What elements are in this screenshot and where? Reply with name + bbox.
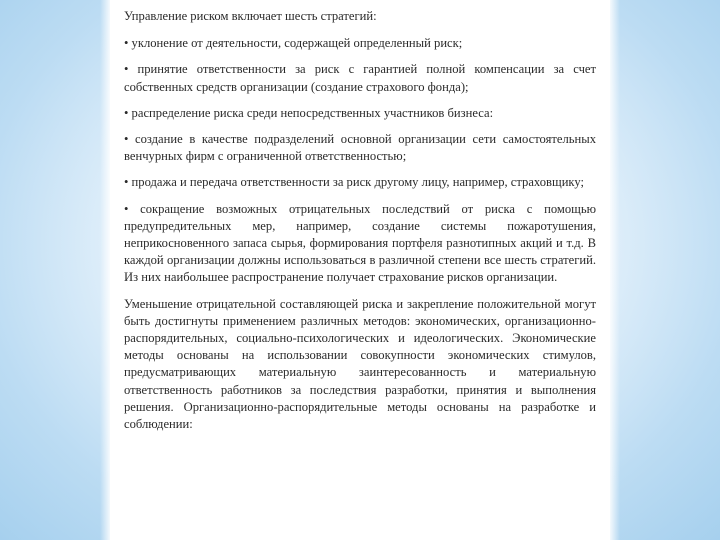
- strategy-acceptance: • принятие ответственности за риск с гарантией полной компенсации за счет собственных средств организации (создание страхового фонда);: [124, 62, 596, 94]
- strategy-venture-network: • создание в качестве подразделений основной организации сети самостоятельных венчурных фирм с ограниченной ответственностью;: [124, 132, 596, 164]
- risk-reduction-methods: Уменьшение отрицательной составляющей риска и закрепление положительной могут быть достигнуты применением различных методов: экономических, организационно-распорядительных, социально-психологических и идеологических. Экономические методы основаны на использовании совокупности экономических стимулов, предусматривающих материальную заинтересованность и материальную ответственность работников за последствия разработки, принятия и выполнения решения. Организационно-распорядительные методы основаны на разработке и соблюдении:: [124, 296, 596, 432]
- strategy-avoidance: • уклонение от деятельности, содержащей определенный риск;: [124, 36, 463, 51]
- strategy-transfer: • продажа и передача ответственности за риск другому лицу, например, страховщику;: [124, 175, 585, 190]
- document-text: [124, 8, 596, 433]
- strategy-reduction: • сокращение возможных отрицательных последствий от риска с помощью предупредительных мер, например, создание системы пожаротушения, неприкосновенного запаса сырья, формирования портфеля разнотипных акций и т.д. В каждой организации должны использоваться в различной степени все шесть стратегий. Из них наибольшее распространение получает страхование рисков организации.: [124, 201, 596, 285]
- paper-shade-right: [610, 0, 620, 540]
- intro-line: Управление риском включает шесть стратегий:: [124, 9, 377, 23]
- paper-shade-left: [100, 0, 110, 540]
- strategy-distribution: • распределение риска среди непосредственных участников бизнеса:: [124, 105, 494, 120]
